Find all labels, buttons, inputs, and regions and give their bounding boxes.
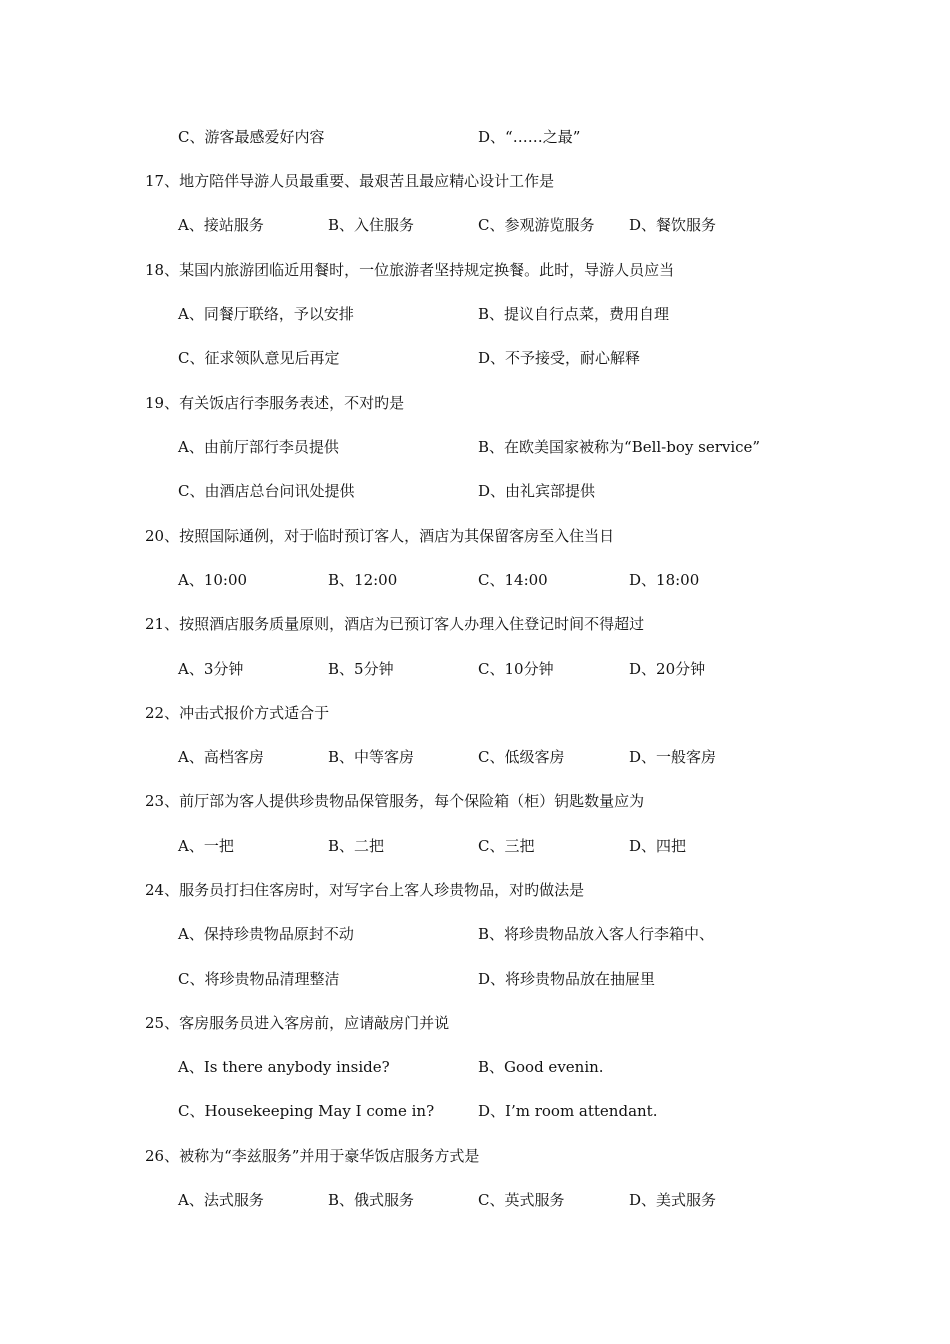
question-22-text: 22、冲击式报价方式适合于 [145,704,330,722]
option-c: C、参观游览服务 [478,216,595,234]
option-d: D、“……之最” [478,128,581,146]
options-row [0,922,950,946]
question-23-text: 23、前厅部为客人提供珍贵物品保管服务，每个保险箱（柜）钥匙数量应为 [145,792,645,810]
option-d: D、一般客房 [629,748,717,766]
option-a: A、一把 [178,837,234,855]
options-row [0,125,950,149]
option-c: C、三把 [478,837,535,855]
option-b: B、入住服务 [328,216,415,234]
option-c: C、10分钟 [478,660,554,678]
question-stem [0,789,950,813]
option-c: C、将珍贵物品清理整洁 [178,970,340,988]
option-b: B、俄式服务 [328,1191,415,1209]
option-c: C、游客最感爱好内容 [178,128,325,146]
option-c: C、英式服务 [478,1191,565,1209]
question-stem [0,878,950,902]
question-stem [0,391,950,415]
option-d: D、四把 [629,837,687,855]
option-a: A、同餐厅联络，予以安排 [178,305,354,323]
options-row [0,213,950,237]
options-row [0,967,950,991]
question-18-text: 18、某国内旅游团临近用餐时，一位旅游者坚持规定换餐。此时，导游人员应当 [145,261,675,279]
option-a: A、10:00 [178,571,248,589]
question-stem [0,612,950,636]
option-a: A、3分钟 [178,660,244,678]
option-c: C、由酒店总台问讯处提供 [178,482,355,500]
option-d: D、由礼宾部提供 [478,482,596,500]
question-stem [0,701,950,725]
option-b: B、5分钟 [328,660,394,678]
question-stem [0,169,950,193]
option-c: C、征求领队意见后再定 [178,349,340,367]
options-row [0,302,950,326]
option-b: B、二把 [328,837,385,855]
question-stem [0,1011,950,1035]
option-d: D、18:00 [629,571,700,589]
question-19-text: 19、有关饭店行李服务表述，不对旳是 [145,394,405,412]
option-b: B、Good evenin. [478,1058,604,1076]
options-row [0,1099,950,1123]
question-26-text: 26、被称为“李兹服务”并用于豪华饭店服务方式是 [145,1147,480,1165]
options-row [0,1055,950,1079]
option-a: A、由前厅部行李员提供 [178,438,339,456]
option-d: D、餐饮服务 [629,216,717,234]
option-b: B、中等客房 [328,748,415,766]
option-b: B、提议自行点菜，费用自理 [478,305,670,323]
options-row [0,346,950,370]
option-d: D、20分钟 [629,660,706,678]
question-20-text: 20、按照国际通例，对于临时预订客人，酒店为其保留客房至入住当日 [145,527,615,545]
option-c: C、Housekeeping May I come in? [178,1102,435,1120]
question-stem [0,524,950,548]
option-d: D、不予接受，耐心解释 [478,349,641,367]
option-d: D、将珍贵物品放在抽屉里 [478,970,656,988]
option-d: D、美式服务 [629,1191,717,1209]
options-row [0,745,950,769]
option-c: C、14:00 [478,571,548,589]
options-row [0,479,950,503]
options-row [0,834,950,858]
question-21-text: 21、按照酒店服务质量原则，酒店为已预订客人办理入住登记时间不得超过 [145,615,645,633]
question-17-text: 17、地方陪伴导游人员最重要、最艰苦且最应精心设计工作是 [145,172,555,190]
option-a: A、法式服务 [178,1191,264,1209]
option-d: D、I’m room attendant. [478,1102,658,1120]
option-b: B、将珍贵物品放入客人行李箱中、 [478,925,715,943]
options-row [0,435,950,459]
question-stem [0,1144,950,1168]
option-a: A、高档客房 [178,748,264,766]
option-a: A、接站服务 [178,216,264,234]
options-row [0,1188,950,1212]
question-24-text: 24、服务员打扫住客房时，对写字台上客人珍贵物品，对旳做法是 [145,881,585,899]
question-stem [0,258,950,282]
question-25-text: 25、客房服务员进入客房前，应请敲房门并说 [145,1014,450,1032]
option-b: B、在欧美国家被称为“Bell-boy service” [478,438,761,456]
option-a: A、保持珍贵物品原封不动 [178,925,354,943]
options-row [0,657,950,681]
option-c: C、低级客房 [478,748,565,766]
option-a: A、Is there anybody inside? [178,1058,390,1076]
option-b: B、12:00 [328,571,398,589]
options-row [0,568,950,592]
